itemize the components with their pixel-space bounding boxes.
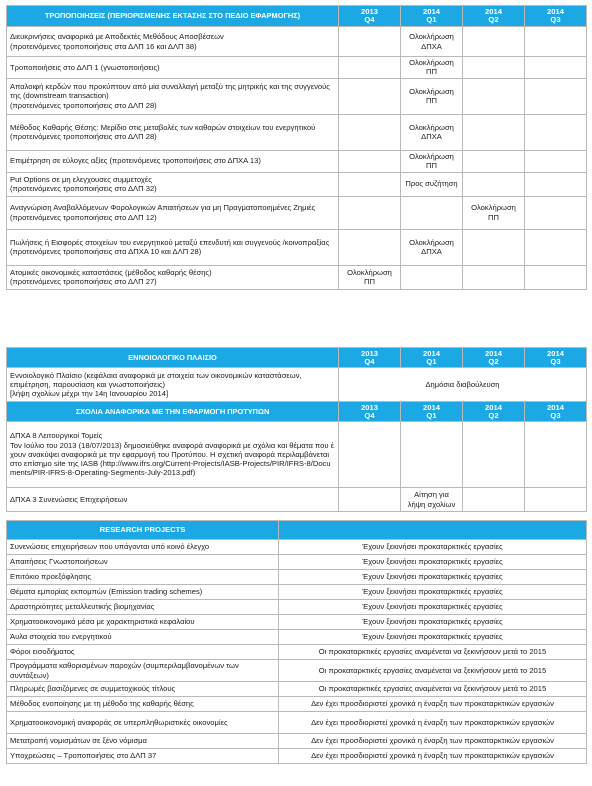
amendment-status-c3 (463, 150, 525, 172)
research-project-status: Έχουν ξεκινήσει προκαταρκτικές εργασίες (279, 615, 587, 630)
comments-header-row (7, 402, 587, 422)
amendment-status-c4 (525, 27, 587, 57)
amendment-status-c1 (339, 196, 401, 229)
research-project-name: Επιτόκιο προεξόφλησης (7, 570, 279, 585)
ifrs8-row (7, 422, 587, 488)
framework-header-row (7, 348, 587, 368)
period-year: 2014 (423, 402, 440, 412)
amendment-row (7, 57, 587, 79)
period-header (401, 402, 463, 422)
research-row (7, 749, 587, 764)
period-quarter: Q1 (426, 356, 437, 366)
research-project-name: Πληρωμές βασιζόμενες σε συμμετοχικούς τίτλους (7, 682, 279, 697)
amendment-status-c3: Ολοκλήρωση ΠΠ (463, 196, 525, 229)
period-quarter: Q4 (364, 410, 375, 420)
research-project-status: Έχουν ξεκινήσει προκαταρκτικές εργασίες (279, 630, 587, 645)
period-year: 2014 (423, 348, 440, 358)
research-project-status: Δεν έχει προσδιοριστεί χρονικά η έναρξη των προκαταρκτικών εργασιών (279, 734, 587, 749)
period-header (525, 6, 587, 27)
research-project-status: Οι προκαταρκτικές εργασίες αναμένεται να ξεκινήσουν μετά το 2015 (279, 660, 587, 682)
research-project-status: Έχουν ξεκινήσει προκαταρκτικές εργασίες (279, 570, 587, 585)
research-project-name: Μετατροπή νομισμάτων σε ξένο νόμισμα (7, 734, 279, 749)
research-row (7, 570, 587, 585)
research-row (7, 615, 587, 630)
amendment-status-c4 (525, 150, 587, 172)
research-project-status: Δεν έχει προσδιοριστεί χρονικά η έναρξη των προκαταρκτικών εργασιών (279, 712, 587, 734)
ifrs3-status: Αίτηση για λήψη σχολίων (401, 488, 463, 512)
research-row (7, 734, 587, 749)
period-quarter: Q2 (488, 410, 499, 420)
amendment-description: Επιμέτρηση σε εύλογες αξίες (προτεινόμενες τροποποιήσεις στο ΔΠΧΑ 13) (7, 150, 339, 172)
period-year: 2014 (547, 402, 564, 412)
period-header (339, 6, 401, 27)
research-row (7, 630, 587, 645)
research-project-name: Θέματα εμπορίας εκπομπών (Emission trading schemes) (7, 585, 279, 600)
framework-description: Εννοιολογικό Πλαίσιο (κεφάλαια αναφορικά με στοιχεία των οικονομικών καταστάσεων, επιμέτρηση, παρουσίαση και γνωστοποιήσεις) [λήψη σχολίων μέχρι την 14η Ιανουαρίου 2014] (7, 368, 339, 402)
amendment-status-c1 (339, 172, 401, 196)
research-row (7, 645, 587, 660)
period-quarter: Q2 (488, 15, 499, 24)
amendments-table (6, 5, 587, 290)
period-year: 2013 (361, 402, 378, 412)
period-year: 2013 (361, 7, 378, 17)
amendment-status-c2: Ολοκλήρωση ΠΠ (401, 150, 463, 172)
period-header (525, 402, 587, 422)
period-year: 2014 (547, 348, 564, 358)
amendment-status-c1 (339, 27, 401, 57)
period-year: 2014 (485, 348, 502, 358)
research-project-name: Φόροι εισοδήματος (7, 645, 279, 660)
period-quarter: Q3 (550, 15, 561, 24)
amendment-description: Μέθοδος Καθαρής Θέσης: Μερίδιο στις μεταβολές των καθαρών στοιχείων του ενεργητικού (προτεινόμενες τροποποιήσεις στο ΔΛΠ 28) (7, 114, 339, 150)
amendment-description: Διευκρινήσεις αναφορικά με Αποδεκτές Μεθόδους Αποσβέσεων (προτεινόμενες τροποποιήσεις στα ΔΛΠ 16 και ΔΛΠ 38) (7, 27, 339, 57)
research-project-status: Δεν έχει προσδιοριστεί χρονικά η έναρξη των προκαταρκτικών εργασιών (279, 697, 587, 712)
amendment-status-c4 (525, 265, 587, 289)
amendment-row (7, 265, 587, 289)
amendment-row (7, 150, 587, 172)
amendment-row (7, 114, 587, 150)
research-row (7, 540, 587, 555)
amendments-header-title: ΤΡΟΠΟΠΟΙΗΣΕΙΣ (ΠΕΡΙΟΡΙΣΜΕΝΗΣ ΕΚΤΑΣΗΣ ΣΤΟ ΠΕΔΙΟ ΕΦΑΡΜΟΓΗΣ) (7, 6, 339, 27)
research-row (7, 682, 587, 697)
comments-header-title: ΣΧΟΛΙΑ ΑΝΑΦΟΡΙΚΑ ΜΕ ΤΗΝ ΕΦΑΡΜΟΓΗ ΠΡΟΤΥΠΩΝ (7, 402, 339, 422)
research-project-name: Μέθοδος ενοποίησης με τη μέθοδο της καθαρής θέσης (7, 697, 279, 712)
amendment-status-c1 (339, 229, 401, 265)
period-header (463, 6, 525, 27)
amendment-status-c4 (525, 172, 587, 196)
amendment-description: Απαλοιφή κερδών που προκύπτουν από μία συναλλαγή μεταξύ της μητρικής και της συγγενούς της (downstream transaction) (προτεινόμενες τροποποιήσεις στο ΔΛΠ 28) (7, 78, 339, 114)
period-year: 2014 (485, 402, 502, 412)
amendment-status-c3 (463, 27, 525, 57)
amendment-status-c3 (463, 57, 525, 79)
amendment-description: Put Options σε μη ελεγχουσες συμμετοχές (προτεινόμενες τροποποιήσεις στο ΔΛΠ 32) (7, 172, 339, 196)
ifrs8-description: ΔΠΧΑ 8 Λειτουργικοί Τομείς Τον Ιούλιο του 2013 (18/07/2013) δημοσιεύθηκε αναφορά αναφορικά με σχόλια και θέματα που έχουν ανακύψει αναφορικά με την εφαρμογή του Προτύπου. Η σχετική αναφορά περιλαμβάνεται στο επίσημο site της IASB (http://www.ifrs.org/Current-Projects/IASB-Projects/PIR/IFRS-8/Documents/PIR-IFRS-8-Operating-Segments-July-2013.pdf) (7, 422, 339, 488)
period-quarter: Q3 (550, 410, 561, 420)
research-row (7, 697, 587, 712)
research-project-name: Απαιτήσεις Γνωστοποιήσεων (7, 555, 279, 570)
amendment-row (7, 27, 587, 57)
period-quarter: Q3 (550, 356, 561, 366)
amendment-status-c2: Ολοκλήρωση ΠΠ (401, 57, 463, 79)
amendment-status-c2: Ολοκλήρωση ΔΠΧΑ (401, 114, 463, 150)
period-quarter: Q1 (426, 15, 437, 24)
amendment-status-c1 (339, 57, 401, 79)
amendment-status-c4 (525, 57, 587, 79)
framework-table (6, 347, 587, 512)
framework-header-title: ΕΝΝΟΙΟΛΟΓΙΚΟ ΠΛΑΙΣΙΟ (7, 348, 339, 368)
amendment-status-c4 (525, 114, 587, 150)
research-project-status: Οι προκαταρκτικές εργασίες αναμένεται να ξεκινήσουν μετά το 2015 (279, 682, 587, 697)
research-project-name: Υποχρεώσεις – Τροποποιήσεις στο ΔΛΠ 37 (7, 749, 279, 764)
research-project-status: Έχουν ξεκινήσει προκαταρκτικές εργασίες (279, 540, 587, 555)
research-row (7, 660, 587, 682)
period-year: 2014 (423, 7, 440, 17)
amendment-status-c4 (525, 78, 587, 114)
period-quarter: Q4 (364, 356, 375, 366)
amendment-status-c3 (463, 229, 525, 265)
amendment-status-c4 (525, 196, 587, 229)
amendment-status-c3 (463, 265, 525, 289)
research-project-status: Οι προκαταρκτικές εργασίες αναμένεται να ξεκινήσουν μετά το 2015 (279, 645, 587, 660)
research-project-status: Έχουν ξεκινήσει προκαταρκτικές εργασίες (279, 555, 587, 570)
period-header (401, 6, 463, 27)
amendment-row (7, 229, 587, 265)
amendment-status-c4 (525, 229, 587, 265)
research-project-status: Έχουν ξεκινήσει προκαταρκτικές εργασίες (279, 600, 587, 615)
amendment-status-c3 (463, 172, 525, 196)
framework-row (7, 368, 587, 402)
period-header (339, 402, 401, 422)
amendment-status-c2: Ολοκλήρωση ΔΠΧΑ (401, 229, 463, 265)
period-quarter: Q4 (364, 15, 375, 24)
amendment-status-c1 (339, 78, 401, 114)
amendment-description: Ατομικές οικονομικές καταστάσεις (μέθοδος καθαρής θέσης) (προτεινόμενες τροποποιήσεις στο ΔΛΠ 27) (7, 265, 339, 289)
amendment-description: Πωλήσεις ή Εισφορές στοιχείων του ενεργητικού μεταξύ επενδυτή και συγγενούς /κοινοπραξίας (προτεινόμενες τροποποιήσεις στα ΔΠΧΑ 10 και ΔΛΠ 28) (7, 229, 339, 265)
research-project-status: Έχουν ξεκινήσει προκαταρκτικές εργασίες (279, 585, 587, 600)
ifrs3-row (7, 488, 587, 512)
ifrs3-description: ΔΠΧΑ 3 Συνενώσεις Επιχειρήσεων (7, 488, 339, 512)
amendment-status-c2: Ολοκλήρωση ΔΠΧΑ (401, 27, 463, 57)
period-quarter: Q2 (488, 356, 499, 366)
period-header (463, 348, 525, 368)
amendment-status-c2 (401, 196, 463, 229)
research-header-title: RESEARCH PROJECTS (7, 521, 279, 540)
amendment-row (7, 78, 587, 114)
research-row (7, 600, 587, 615)
amendment-status-c2: Ολοκλήρωση ΠΠ (401, 78, 463, 114)
research-project-name: Προγράμματα καθορισμένων παροχών (συμπεριλαμβανομένων των συντάξεων) (7, 660, 279, 682)
amendment-status-c1: Ολοκλήρωση ΠΠ (339, 265, 401, 289)
period-year: 2013 (361, 348, 378, 358)
period-quarter: Q1 (426, 410, 437, 420)
research-row (7, 555, 587, 570)
research-row (7, 585, 587, 600)
research-project-name: Δραστηριότητες μεταλλευτικής βιομηχανίας (7, 600, 279, 615)
amendment-status-c3 (463, 114, 525, 150)
research-project-status: Δεν έχει προσδιοριστεί χρονικά η έναρξη των προκαταρκτικών εργασιών (279, 749, 587, 764)
research-project-name: Συνενώσεις επιχειρήσεων που υπάγονται υπό κοινό έλεγχο (7, 540, 279, 555)
amendment-status-c2 (401, 265, 463, 289)
period-year: 2014 (547, 7, 564, 17)
period-header (463, 402, 525, 422)
amendment-status-c1 (339, 150, 401, 172)
period-year: 2014 (485, 7, 502, 17)
research-projects-table (6, 520, 587, 764)
framework-status: Δημόσια διαβούλευση (339, 368, 587, 402)
research-row (7, 712, 587, 734)
amendment-description: Αναγνώριση Αναβαλλόμενων Φορολογικών Απαιτήσεων για μη Πραγματοποιημένες Ζημιές (προτεινόμενες τροποποιήσεις στο ΔΛΠ 12) (7, 196, 339, 229)
amendment-description: Τροποποιήσεις στο ΔΛΠ 1 (γνωστοποιήσεις) (7, 57, 339, 79)
amendment-status-c3 (463, 78, 525, 114)
research-project-name: Άυλα στοιχεία του ενεργητικού (7, 630, 279, 645)
research-project-name: Χρηματοοικονομικά μέσα με χαρακτηριστικά κεφαλαίου (7, 615, 279, 630)
amendment-status-c2: Προς συζήτηση (401, 172, 463, 196)
research-project-name: Χρηματοοικονομική αναφοράς σε υπερπληθωριστικές οικονομίες (7, 712, 279, 734)
period-header (401, 348, 463, 368)
amendment-row (7, 172, 587, 196)
research-header-row (7, 521, 587, 540)
amendment-status-c1 (339, 114, 401, 150)
period-header (339, 348, 401, 368)
amendments-header-row (7, 6, 587, 27)
period-header (525, 348, 587, 368)
amendment-row (7, 196, 587, 229)
